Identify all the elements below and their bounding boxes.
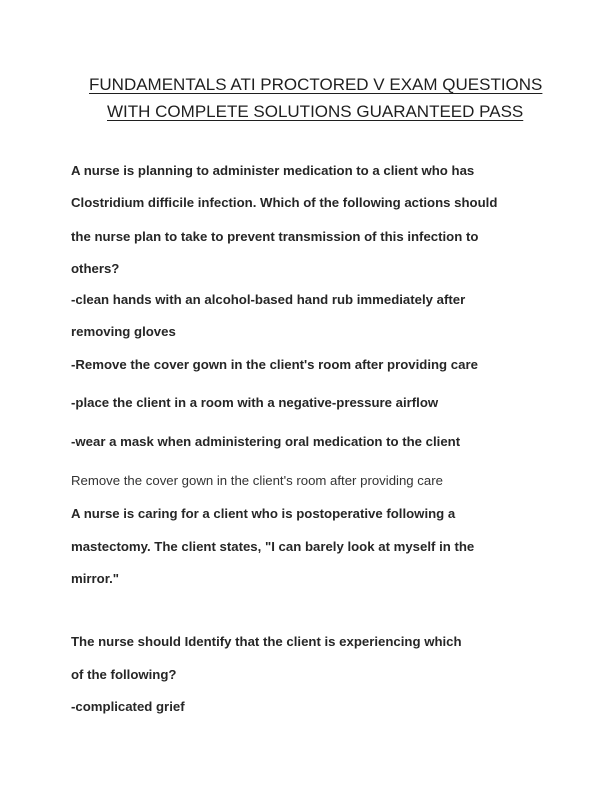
question-1-option-a-line-2: removing gloves — [71, 324, 176, 339]
question-2-stem-line-3: mirror." — [71, 571, 120, 586]
question-1-answer: Remove the cover gown in the client's room after providing care — [71, 473, 443, 488]
question-1-option-a-line-1: -clean hands with an alcohol-based hand rub immediately after — [71, 292, 466, 307]
document-title-line-1: FUNDAMENTALS ATI PROCTORED V EXAM QUESTIONS — [89, 75, 543, 94]
question-1-stem-line-1: A nurse is planning to administer medication to a client who has — [71, 163, 475, 178]
question-1-stem-line-4: others? — [71, 261, 120, 276]
question-1-option-c: -place the client in a room with a negative-pressure airflow — [71, 395, 439, 410]
question-1-stem-line-2: Clostridium difficile infection. Which of the following actions should — [71, 195, 498, 210]
question-2-stem-line-2: mastectomy. The client states, "I can barely look at myself in the — [71, 539, 475, 554]
question-2-stem-line-1: A nurse is caring for a client who is postoperative following a — [71, 506, 456, 521]
question-1-option-d: -wear a mask when administering oral medication to the client — [71, 434, 461, 449]
question-2-prompt-line-2: of the following? — [71, 667, 177, 682]
question-1-stem-line-3: the nurse plan to take to prevent transmission of this infection to — [71, 229, 479, 244]
question-2-option-a: -complicated grief — [71, 699, 185, 714]
question-2-prompt-line-1: The nurse should Identify that the client is experiencing which — [71, 634, 462, 649]
document-title-line-2: WITH COMPLETE SOLUTIONS GUARANTEED PASS — [107, 102, 524, 121]
question-1-option-b: -Remove the cover gown in the client's room after providing care — [71, 357, 478, 372]
